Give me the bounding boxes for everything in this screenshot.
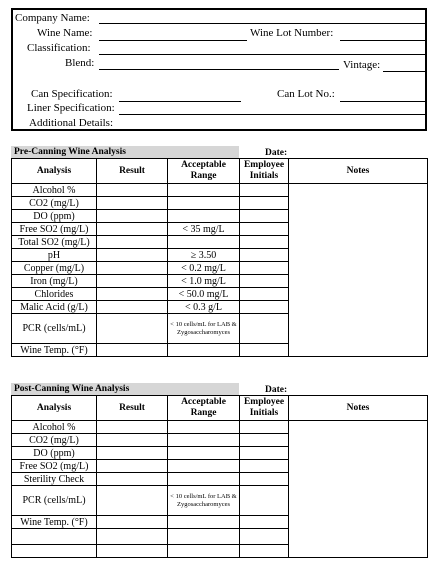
result-cell[interactable] — [97, 460, 168, 473]
company-name-label: Company Name: — [15, 12, 90, 24]
analysis-cell: Wine Temp. (°F) — [12, 344, 97, 357]
pre-canning-title: Pre-Canning Wine Analysis — [11, 146, 239, 158]
employee-initials-cell[interactable] — [240, 249, 289, 262]
acceptable-range-cell — [168, 529, 240, 545]
post-canning-table — [11, 395, 428, 558]
col-result: Result — [97, 396, 168, 421]
acceptable-range-cell — [168, 184, 240, 197]
col-result: Result — [97, 159, 168, 184]
employee-initials-cell[interactable] — [240, 434, 289, 447]
employee-initials-cell[interactable] — [240, 545, 289, 558]
col-acceptable-range: Acceptable Range — [168, 396, 240, 421]
post-canning-title: Post-Canning Wine Analysis — [11, 383, 239, 395]
analysis-cell: Alcohol % — [12, 421, 97, 434]
can-specification-field[interactable] — [119, 101, 241, 102]
result-cell[interactable] — [97, 344, 168, 357]
result-cell[interactable] — [97, 516, 168, 529]
can-specification-label: Can Specification: — [31, 88, 113, 100]
employee-initials-cell[interactable] — [240, 301, 289, 314]
additional-details-label: Additional Details: — [29, 117, 114, 129]
acceptable-range-cell: ≥ 3.50 — [168, 249, 240, 262]
liner-specification-field[interactable] — [119, 114, 425, 115]
analysis-cell: Copper (mg/L) — [12, 262, 97, 275]
result-cell[interactable] — [97, 421, 168, 434]
company-name-field[interactable] — [99, 23, 425, 24]
analysis-cell: Free SO2 (mg/L) — [12, 223, 97, 236]
acceptable-range-cell — [168, 473, 240, 486]
employee-initials-cell[interactable] — [240, 184, 289, 197]
blend-label: Blend: — [65, 57, 95, 69]
analysis-cell: Free SO2 (mg/L) — [12, 460, 97, 473]
employee-initials-cell[interactable] — [240, 344, 289, 357]
classification-field[interactable] — [99, 54, 425, 55]
acceptable-range-cell — [168, 460, 240, 473]
analysis-cell: PCR (cells/mL) — [12, 486, 97, 516]
can-lot-no-label: Can Lot No.: — [277, 88, 335, 100]
liner-specification-label: Liner Specification: — [27, 102, 115, 114]
acceptable-range-cell — [168, 434, 240, 447]
col-analysis: Analysis — [12, 159, 97, 184]
acceptable-range-cell — [168, 197, 240, 210]
col-notes: Notes — [289, 396, 428, 421]
post-canning-date-label: Date: — [265, 385, 288, 395]
employee-initials-cell[interactable] — [240, 473, 289, 486]
result-cell[interactable] — [97, 314, 168, 344]
analysis-cell: DO (ppm) — [12, 447, 97, 460]
employee-initials-cell[interactable] — [240, 486, 289, 516]
acceptable-range-cell: < 50.0 mg/L — [168, 288, 240, 301]
can-lot-no-field[interactable] — [340, 101, 425, 102]
result-cell[interactable] — [97, 545, 168, 558]
post-canning-header-row — [12, 396, 428, 421]
acceptable-range-cell: < 10 cells/mL for LAB & Zygosaccharomyces — [168, 486, 240, 516]
acceptable-range-cell: < 0.2 mg/L — [168, 262, 240, 275]
table-row — [12, 421, 428, 434]
wine-lot-number-field[interactable] — [340, 40, 425, 41]
acceptable-range-cell — [168, 516, 240, 529]
analysis-cell: pH — [12, 249, 97, 262]
employee-initials-cell[interactable] — [240, 210, 289, 223]
acceptable-range-cell — [168, 344, 240, 357]
pre-canning-date-label: Date: — [265, 148, 288, 158]
analysis-cell — [12, 545, 97, 558]
result-cell[interactable] — [97, 197, 168, 210]
result-cell[interactable] — [97, 434, 168, 447]
vintage-label: Vintage: — [343, 59, 381, 71]
acceptable-range-cell: < 10 cells/mL for LAB & Zygosaccharomyces — [168, 314, 240, 344]
additional-details-field[interactable] — [119, 129, 425, 130]
employee-initials-cell[interactable] — [240, 460, 289, 473]
analysis-cell — [12, 529, 97, 545]
employee-initials-cell[interactable] — [240, 197, 289, 210]
notes-cell[interactable] — [289, 421, 428, 558]
result-cell[interactable] — [97, 236, 168, 249]
wine-name-field[interactable] — [99, 40, 247, 41]
result-cell[interactable] — [97, 262, 168, 275]
acceptable-range-cell: < 1.0 mg/L — [168, 275, 240, 288]
wine-lot-number-label: Wine Lot Number: — [250, 27, 334, 39]
acceptable-range-cell — [168, 421, 240, 434]
acceptable-range-cell — [168, 545, 240, 558]
result-cell[interactable] — [97, 301, 168, 314]
result-cell[interactable] — [97, 447, 168, 460]
acceptable-range-cell — [168, 447, 240, 460]
employee-initials-cell[interactable] — [240, 447, 289, 460]
table-row — [12, 184, 428, 197]
analysis-cell: Wine Temp. (°F) — [12, 516, 97, 529]
pre-canning-header-row — [12, 159, 428, 184]
col-employee-initials: Employee Initials — [240, 159, 289, 184]
employee-initials-cell[interactable] — [240, 314, 289, 344]
pre-canning-table — [11, 158, 428, 357]
col-analysis: Analysis — [12, 396, 97, 421]
result-cell[interactable] — [97, 486, 168, 516]
employee-initials-cell[interactable] — [240, 421, 289, 434]
wine-name-label: Wine Name: — [37, 27, 93, 39]
analysis-cell: CO2 (mg/L) — [12, 434, 97, 447]
employee-initials-cell[interactable] — [240, 529, 289, 545]
result-cell[interactable] — [97, 473, 168, 486]
result-cell[interactable] — [97, 249, 168, 262]
employee-initials-cell[interactable] — [240, 288, 289, 301]
vintage-field[interactable] — [383, 71, 425, 72]
result-cell[interactable] — [97, 184, 168, 197]
acceptable-range-cell: < 0.3 g/L — [168, 301, 240, 314]
acceptable-range-cell: < 35 mg/L — [168, 223, 240, 236]
col-acceptable-range: Acceptable Range — [168, 159, 240, 184]
employee-initials-cell[interactable] — [240, 223, 289, 236]
result-cell[interactable] — [97, 210, 168, 223]
analysis-cell: DO (ppm) — [12, 210, 97, 223]
notes-cell[interactable] — [289, 184, 428, 357]
employee-initials-cell[interactable] — [240, 262, 289, 275]
analysis-cell: Sterility Check — [12, 473, 97, 486]
result-cell[interactable] — [97, 275, 168, 288]
classification-label: Classification: — [27, 42, 91, 54]
result-cell[interactable] — [97, 529, 168, 545]
analysis-cell: Chlorides — [12, 288, 97, 301]
employee-initials-cell[interactable] — [240, 236, 289, 249]
employee-initials-cell[interactable] — [240, 516, 289, 529]
header-form-box — [11, 8, 427, 131]
result-cell[interactable] — [97, 223, 168, 236]
acceptable-range-cell — [168, 210, 240, 223]
analysis-cell: Alcohol % — [12, 184, 97, 197]
employee-initials-cell[interactable] — [240, 275, 289, 288]
acceptable-range-cell — [168, 236, 240, 249]
analysis-cell: PCR (cells/mL) — [12, 314, 97, 344]
blend-field[interactable] — [99, 69, 339, 70]
col-notes: Notes — [289, 159, 428, 184]
col-employee-initials: Employee Initials — [240, 396, 289, 421]
analysis-cell: Malic Acid (g/L) — [12, 301, 97, 314]
result-cell[interactable] — [97, 288, 168, 301]
analysis-cell: Total SO2 (mg/L) — [12, 236, 97, 249]
analysis-cell: CO2 (mg/L) — [12, 197, 97, 210]
analysis-cell: Iron (mg/L) — [12, 275, 97, 288]
